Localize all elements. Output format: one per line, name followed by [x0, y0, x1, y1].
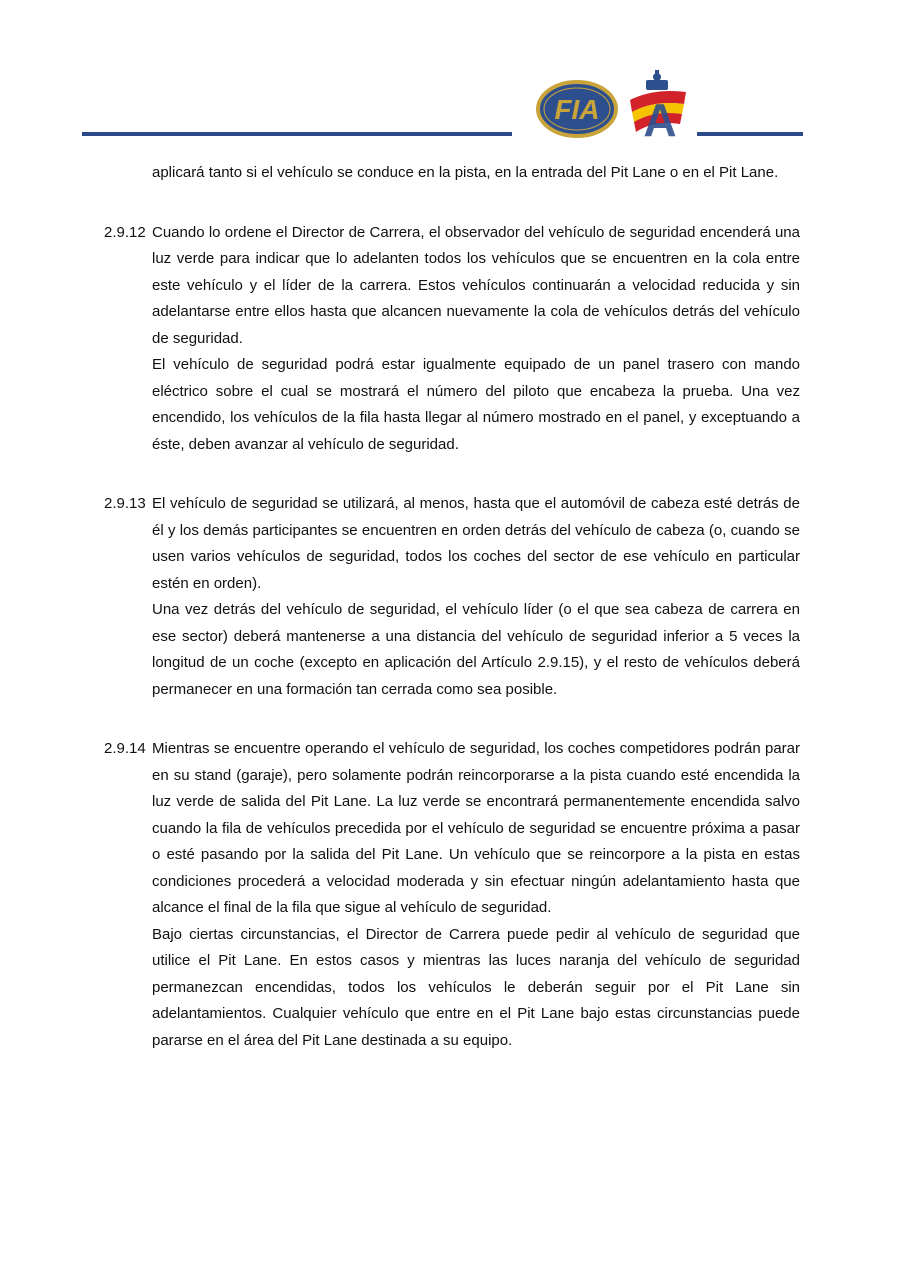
fia-logo [536, 80, 618, 138]
paragraph: El vehículo de seguridad se utilizará, al menos, hasta que el automóvil de cabeza esté detrás de él y los demás participantes se encuentren en orden detrás del vehículo de cabeza (o, cuando se usen varios vehículos de seguridad, todos los coches del sector de ese vehículo en particular estén en orden). [152, 495, 800, 592]
paragraph: Una vez detrás del vehículo de seguridad, el vehículo líder (o el que sea cabeza de carrera en ese sector) deberá mantenerse a una distancia del vehículo de seguridad inferior a 5 veces la longitud de un coche (excepto en aplicación del Artículo 2.9.15), y el resto de vehículos deberá permanecer en una formación tan cerrada como sea posible. [152, 601, 800, 698]
paragraph: Mientras se encuentre operando el vehículo de seguridad, los coches competidores podrán parar en su stand (garaje), pero solamente podrán reincorporarse a la pista cuando esté encendida la luz verde de salida del Pit Lane. La luz verde se encontrará permanentemente encendida salvo cuando la fila de vehículos precedida por el vehículo de seguridad se encuentre próxima a pasar o esté pasando por la salida del Pit Lane. Un vehículo que se reincorpore a la pista en estas condiciones procederá a velocidad moderada y sin efectuar ningún adelantamiento hasta que alcance el final de la fila que sigue al vehículo de seguridad. [152, 740, 800, 916]
section-2-9-13 [104, 491, 800, 703]
section-2-9-12 [104, 220, 800, 459]
section-number: 2.9.13 [104, 495, 146, 512]
paragraph: El vehículo de seguridad podrá estar igualmente equipado de un panel trasero con mando eléctrico sobre el cual se mostrará el número del piloto que encabeza la prueba. Una vez encendido, los vehículos de la fila hasta llegar al número mostrado en el panel, y exceptuando a éste, deben avanzar al vehículo de seguridad. [152, 356, 800, 453]
document-body [104, 160, 800, 1054]
page-header [0, 0, 905, 150]
rfeda-logo-text: A [643, 94, 677, 138]
paragraph: Bajo ciertas circunstancias, el Director de Carrera puede pedir al vehículo de seguridad que utilice el Pit Lane. En estos casos y mientras las luces naranja del vehículo de seguridad permanezcan encendidas, todos los vehículos le deberán seguir por el Pit Lane sin adelantamientos. Cualquier vehículo que entre en el Pit Lane bajo estas circunstancias puede pararse en el área del Pit Lane destinada a su equipo. [152, 925, 800, 1049]
crown-icon [646, 70, 668, 90]
section-number: 2.9.14 [104, 740, 146, 757]
continuation-paragraph: aplicará tanto si el vehículo se conduce en la pista, en la entrada del Pit Lane o en el Pit Lane. [152, 164, 779, 181]
header-rule-right [697, 132, 803, 136]
paragraph: Cuando lo ordene el Director de Carrera, el observador del vehículo de seguridad encenderá una luz verde para indicar que lo adelanten todos los vehículos que se encuentren en la cola entre este vehículo y el líder de la carrera. Estos vehículos continuarán a velocidad reducida y sin adelantarse entre ellos hasta que alcancen nuevamente la cola de vehículos detrás del vehículo de seguridad. [152, 223, 800, 347]
header-rule-left [82, 132, 512, 136]
section-2-9-14 [104, 736, 800, 1054]
fia-logo-text: FIA [554, 94, 600, 125]
rfeda-logo [624, 70, 690, 138]
section-number: 2.9.12 [104, 223, 146, 241]
